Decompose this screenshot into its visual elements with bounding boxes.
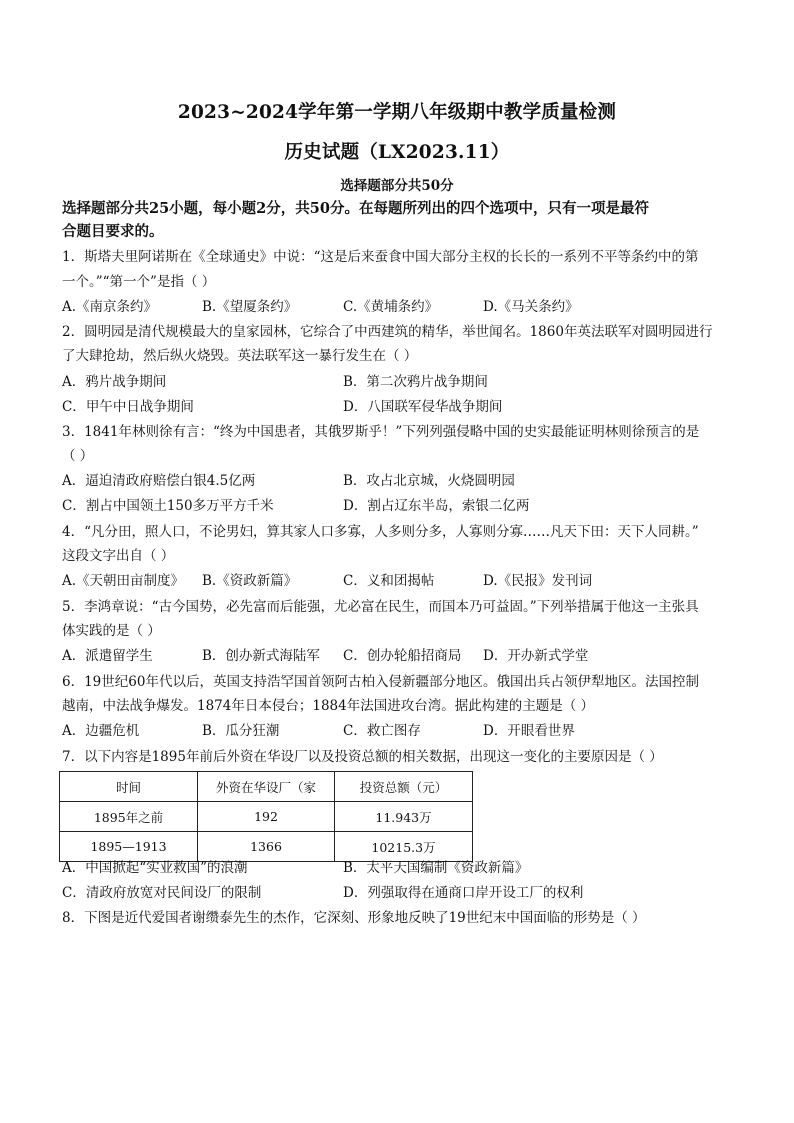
q6-stem-line-2: 越南，中法战争爆发。1874年日本侵台；1884年法国进攻台湾。据此构建的主题是（ ）: [62, 698, 595, 714]
table-cell: 11.943万: [335, 802, 473, 832]
table-header-cell: 投资总额（元）: [335, 772, 473, 802]
q7-data-table: [59, 771, 473, 862]
q7-option-c: C．清政府放宽对民间设厂的限制: [62, 885, 262, 901]
q4-option-d: D.《民报》发刊词: [483, 573, 593, 589]
table-header-cell: 外资在华设厂（家: [198, 772, 335, 802]
q7-option-b: B．太平天国编制《资政新篇》: [343, 860, 529, 876]
q7-option-a: A．中国掀起“实业救国”的浪潮: [62, 860, 248, 876]
q3-option-b: B．攻占北京城，火烧圆明园: [343, 473, 515, 489]
q4-option-c: C．义和团揭帖: [343, 573, 435, 589]
q4-option-b: B.《资政新篇》: [202, 573, 298, 589]
instructions-line-2: 合题目要求的。: [62, 223, 164, 240]
q3-option-d: D．割占辽东半岛，索银二亿两: [343, 498, 530, 514]
instructions: [62, 197, 738, 243]
q3-stem-line-2: （ ）: [62, 448, 94, 464]
q7-stem-line-1: 7．以下内容是1895年前后外资在华设厂以及投资总额的相关数据，出现这一变化的主要原因是（ ）: [62, 749, 663, 765]
q5-option-a: A．派遣留学生: [62, 648, 153, 664]
q1-option-b: B.《望厦条约》: [202, 299, 298, 315]
q5-stem-line-2: 体实践的是（ ）: [62, 623, 161, 639]
q7-option-d: D．列强取得在通商口岸开设工厂的权利: [343, 885, 584, 901]
table-cell: 10215.3万: [335, 832, 473, 862]
q2-option-c: C．甲午中日战争期间: [62, 399, 194, 415]
q5-option-d: D．开办新式学堂: [483, 648, 589, 664]
q1-stem-line-1: 1．斯塔夫里阿诺斯在《全球通史》中说：“这是后来蚕食中国大部分主权的长长的一系列不平等条约中的第: [62, 249, 699, 265]
q6-option-d: D．开眼看世界: [483, 723, 575, 739]
exam-subtitle: 历史试题（LX2023.11）: [284, 142, 510, 163]
exam-title: 2023~2024学年第一学期八年级期中教学质量检测: [177, 102, 617, 123]
table-cell: 1895—1913: [60, 832, 198, 862]
table-row: [60, 832, 473, 862]
q1-option-d: D.《马关条约》: [483, 299, 579, 315]
q6-option-c: C．救亡图存: [343, 723, 421, 739]
q2-stem-line-2: 了大肆抢劫，然后纵火烧毁。英法联军这一暴行发生在（ ）: [62, 348, 418, 364]
q4-stem-line-1: 4．“凡分田，照人口，不论男妇，算其家人口多寡，人多则分多，人寡则分寡……凡天下田：天下人同耕。”: [62, 524, 699, 540]
q4-stem-line-2: 这段文字出自（ ）: [62, 548, 175, 564]
q6-stem-line-1: 6．19世纪60年代以后，英国支持浩罕国首领阿古柏入侵新疆部分地区。俄国出兵占领伊犁地区。法国控制: [62, 674, 699, 690]
q1-option-a: A.《南京条约》: [62, 299, 158, 315]
q2-option-d: D．八国联军侵华战争期间: [343, 399, 503, 415]
section-heading: 选择题部分共50分: [340, 178, 454, 194]
table-cell: 192: [198, 802, 335, 832]
q2-option-a: A．鸦片战争期间: [62, 374, 167, 390]
table-row: [60, 802, 473, 832]
q5-option-b: B．创办新式海陆军: [202, 648, 320, 664]
instructions-line-1: 选择题部分共25小题，每小题2分，共50分。在每题所列出的四个选项中，只有一项是最符: [62, 200, 649, 217]
table-cell: 1366: [198, 832, 335, 862]
q1-stem-line-2: 一个。”“第一个”是指（ ）: [62, 274, 216, 290]
q3-option-c: C．割占中国领土150多万平方千米: [62, 498, 274, 514]
q1-option-c: C.《黄埔条约》: [343, 299, 439, 315]
q8-stem-line-1: 8．下图是近代爱国者谢缵泰先生的杰作，它深刻、形象地反映了19世纪末中国面临的形势是（ ）: [62, 910, 646, 926]
q6-option-a: A．边疆危机: [62, 723, 140, 739]
q2-option-b: B．第二次鸦片战争期间: [343, 374, 488, 390]
q6-option-b: B．瓜分狂潮: [202, 723, 280, 739]
q3-stem-line-1: 3．1841年林则徐有言：“终为中国患者，其俄罗斯乎！”下列列强侵略中国的史实最能证明林则徐预言的是: [62, 424, 700, 440]
q4-option-a: A.《天朝田亩制度》: [62, 573, 185, 589]
q5-stem-line-1: 5．李鸿章说：“古今国势，必先富而后能强，尤必富在民生，而国本乃可益固。”下列举措属于他这一主张具: [62, 599, 699, 615]
q2-stem-line-1: 2．圆明园是清代规模最大的皇家园林，它综合了中西建筑的精华，举世闻名。1860年英法联军对圆明园进行: [62, 324, 713, 340]
table-header-cell: 时间: [60, 772, 198, 802]
table-cell: 1895年之前: [60, 802, 198, 832]
q3-option-a: A．逼迫清政府赔偿白银4.5亿两: [62, 473, 256, 489]
table-header-row: [60, 772, 473, 802]
q5-option-c: C．创办轮船招商局: [343, 648, 462, 664]
